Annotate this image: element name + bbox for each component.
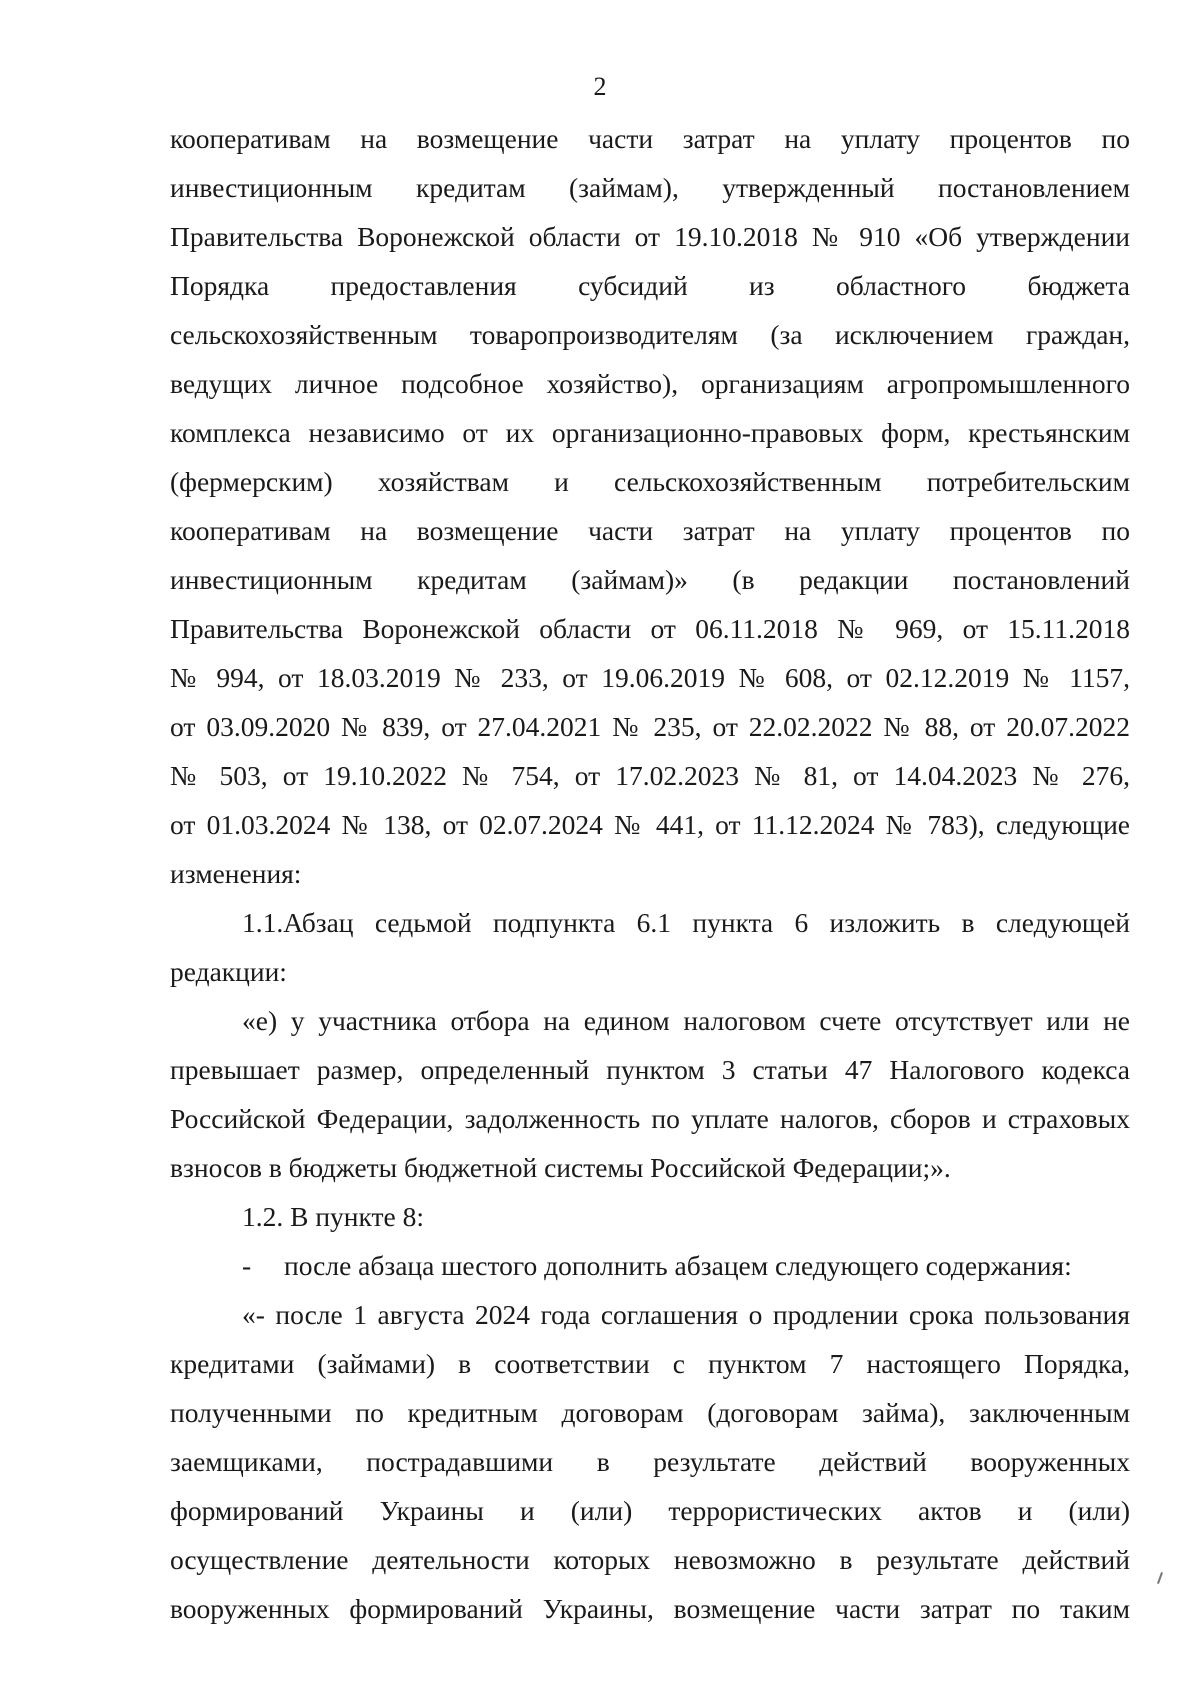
text-line: «- после 1 августа 2024 года соглашения о продлении срока пользования [242,1299,1130,1330]
text-line: инвестиционным кредитам (займам)» (в редакции постановлений [170,564,1130,595]
text-line: Правительства Воронежской области от 06.11.2018 № 969, от 15.11.2018 [170,613,1130,644]
text-line: формирований Украины и (или) террористических актов и (или) [170,1495,1130,1526]
text-line: осуществление деятельности которых невозможно в результате действий [170,1544,1130,1575]
text-line: от 01.03.2024 № 138, от 02.07.2024 № 441, от 11.12.2024 № 783), следующие [170,809,1130,840]
text-line: полученными по кредитным договорам (договорам займа), заключенным [170,1397,1130,1428]
text-line: Правительства Воронежской области от 19.10.2018 № 910 «Об утверждении [170,221,1130,252]
dash-bullet: - [242,1250,252,1281]
paragraph-intro-continuation [170,114,1130,898]
scan-artifact [1157,1572,1163,1584]
dash-item-text: после абзаца шестого дополнить абзацем следующего содержания: [284,1250,1072,1281]
text-line: Российской Федерации, задолженность по уплате налогов, сборов и страховых [170,1103,1130,1134]
text-line: сельскохозяйственным товаропроизводителям (за исключением граждан, [170,319,1130,350]
document-body [170,114,1130,1633]
text-line: превышает размер, определенный пунктом 3 статьи 47 Налогового кодекса [170,1054,1130,1085]
text-line: кооперативам на возмещение части затрат на уплату процентов по [170,123,1130,154]
text-line: комплекса независимо от их организационно-правовых форм, крестьянским [170,417,1130,448]
text-line: кооперативам на возмещение части затрат на уплату процентов по [170,515,1130,546]
text-line: № 503, от 19.10.2022 № 754, от 17.02.2023 № 81, от 14.04.2023 № 276, [170,760,1130,791]
text-line: заемщиками, пострадавшими в результате действий вооруженных [170,1446,1130,1477]
text-line: кредитами (займами) в соответствии с пунктом 7 настоящего Порядка, [170,1348,1130,1379]
paragraph-subitem-e [170,996,1130,1192]
text-line: Порядка предоставления субсидий из областного бюджета [170,270,1130,301]
page-number: 2 [593,72,607,101]
text-line: изменения: [170,858,302,889]
text-line: «е) у участника отбора на едином налоговом счете отсутствует или не [242,1005,1130,1036]
text-line: от 03.09.2020 № 839, от 27.04.2021 № 235, от 22.02.2022 № 88, от 20.07.2022 [170,711,1130,742]
text-line: 1.1.Абзац седьмой подпункта 6.1 пункта 6 изложить в следующей [242,907,1130,938]
text-line: 1.2. В пункте 8: [242,1201,425,1232]
text-line: ведущих личное подсобное хозяйство), организациям агропромышленного [170,368,1130,399]
paragraph-1-2 [170,1192,1130,1241]
text-line: вооруженных формирований Украины, возмещение части затрат по таким [170,1593,1130,1624]
paragraph-1-1 [170,898,1130,996]
text-line: № 994, от 18.03.2019 № 233, от 19.06.2019 № 608, от 02.12.2019 № 1157, [170,662,1130,693]
text-line: (фермерским) хозяйствам и сельскохозяйственным потребительским [170,466,1130,497]
text-line: редакции: [170,956,287,987]
text-line: взносов в бюджеты бюджетной системы Российской Федерации;». [170,1152,951,1183]
paragraph-quoted-addition [170,1290,1130,1633]
dash-list-item [170,1241,1130,1290]
text-line: инвестиционным кредитам (займам), утвержденный постановлением [170,172,1130,203]
